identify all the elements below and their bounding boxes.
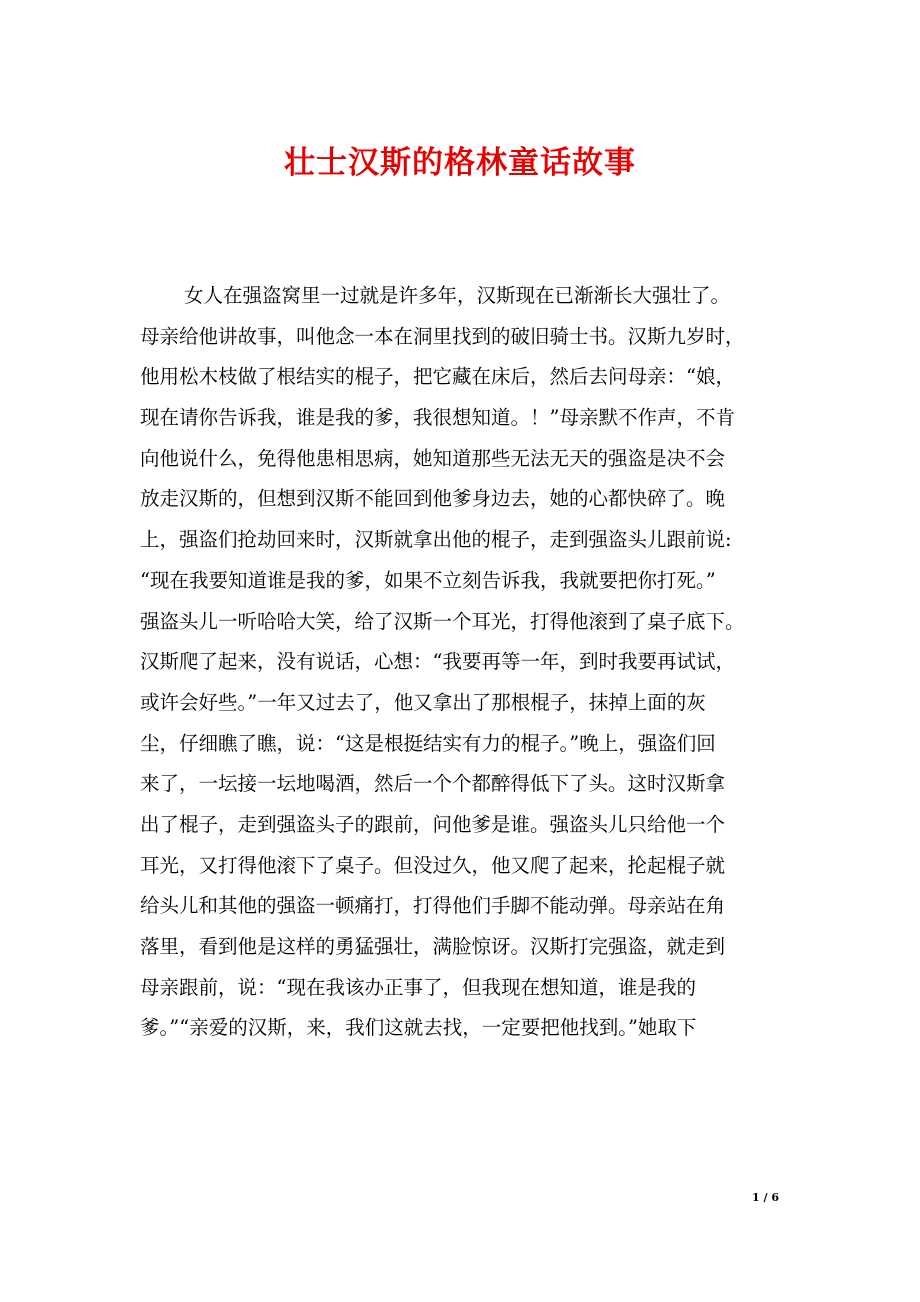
paragraph-line: 给头儿和其他的强盗一顿痛打，打得他们手脚不能动弹。母亲站在角 bbox=[140, 894, 726, 918]
paragraph-line: 他用松木枝做了根结实的棍子，把它藏在床后，然后去问母亲：“娘， bbox=[140, 365, 735, 389]
paragraph-line: 向他说什么，免得他患相思病，她知道那些无法无天的强盗是决不会 bbox=[140, 446, 726, 470]
page-number: 1 / 6 bbox=[752, 1191, 779, 1204]
paragraph-line: 现在请你告诉我，谁是我的爹，我很想知道。！”母亲默不作声，不肯 bbox=[140, 406, 735, 430]
paragraph-line: 强盗头儿一听哈哈大笑，给了汉斯一个耳光，打得他滚到了桌子底下。 bbox=[140, 609, 745, 633]
body-text bbox=[140, 276, 790, 1049]
paragraph-line: 落里，看到他是这样的勇猛强壮，满脸惊讶。汉斯打完强盗，就走到 bbox=[140, 935, 726, 958]
paragraph-line: 放走汉斯的，但想到汉斯不能回到他爹身边去，她的心都快碎了。晚 bbox=[140, 487, 726, 511]
document-title: 壮士汉斯的格林童话故事 bbox=[284, 145, 636, 181]
paragraph-line: 尘，仔细瞧了瞧，说：“这是根挺结实有力的棍子。”晚上，强盗们回 bbox=[140, 731, 716, 755]
paragraph-line: 耳光，又打得他滚下了桌子。但没过久，他又爬了起来，抡起棍子就 bbox=[140, 853, 726, 877]
paragraph-line: 母亲给他讲故事，叫他念一本在洞里找到的破旧骑士书。汉斯九岁时， bbox=[140, 324, 745, 348]
paragraph-line: 汉斯爬了起来，没有说话，心想：“我要再等一年，到时我要再试试， bbox=[140, 650, 735, 674]
paragraph-line: 母亲跟前，说：“现在我该办正事了，但我现在想知道，谁是我的 bbox=[140, 975, 696, 999]
paragraph-line: 上，强盗们抢劫回来时，汉斯就拿出他的棍子，走到强盗头儿跟前说: bbox=[140, 528, 732, 552]
paragraph-line: 女人在强盗窝里一过就是许多年，汉斯现在已渐渐长大强壮了。 bbox=[184, 284, 731, 307]
paragraph-line: 来了，一坛接一坛地喝酒，然后一个个都醉得低下了头。这时汉斯拿 bbox=[140, 772, 726, 796]
paragraph-line: “现在我要知道谁是我的爹，如果不立刻告诉我，我就要把你打死。” bbox=[140, 568, 716, 592]
paragraph-line: 或许会好些。”一年又过去了，他又拿出了那根棍子，抹掉上面的灰 bbox=[140, 690, 706, 714]
paragraph-line: 出了棍子，走到强盗头子的跟前，问他爹是谁。强盗头儿只给他一个 bbox=[140, 812, 726, 836]
paragraph-line: 爹。”“亲爱的汉斯，来，我们这就去找，一定要把他找到。”她取下 bbox=[140, 1016, 697, 1040]
